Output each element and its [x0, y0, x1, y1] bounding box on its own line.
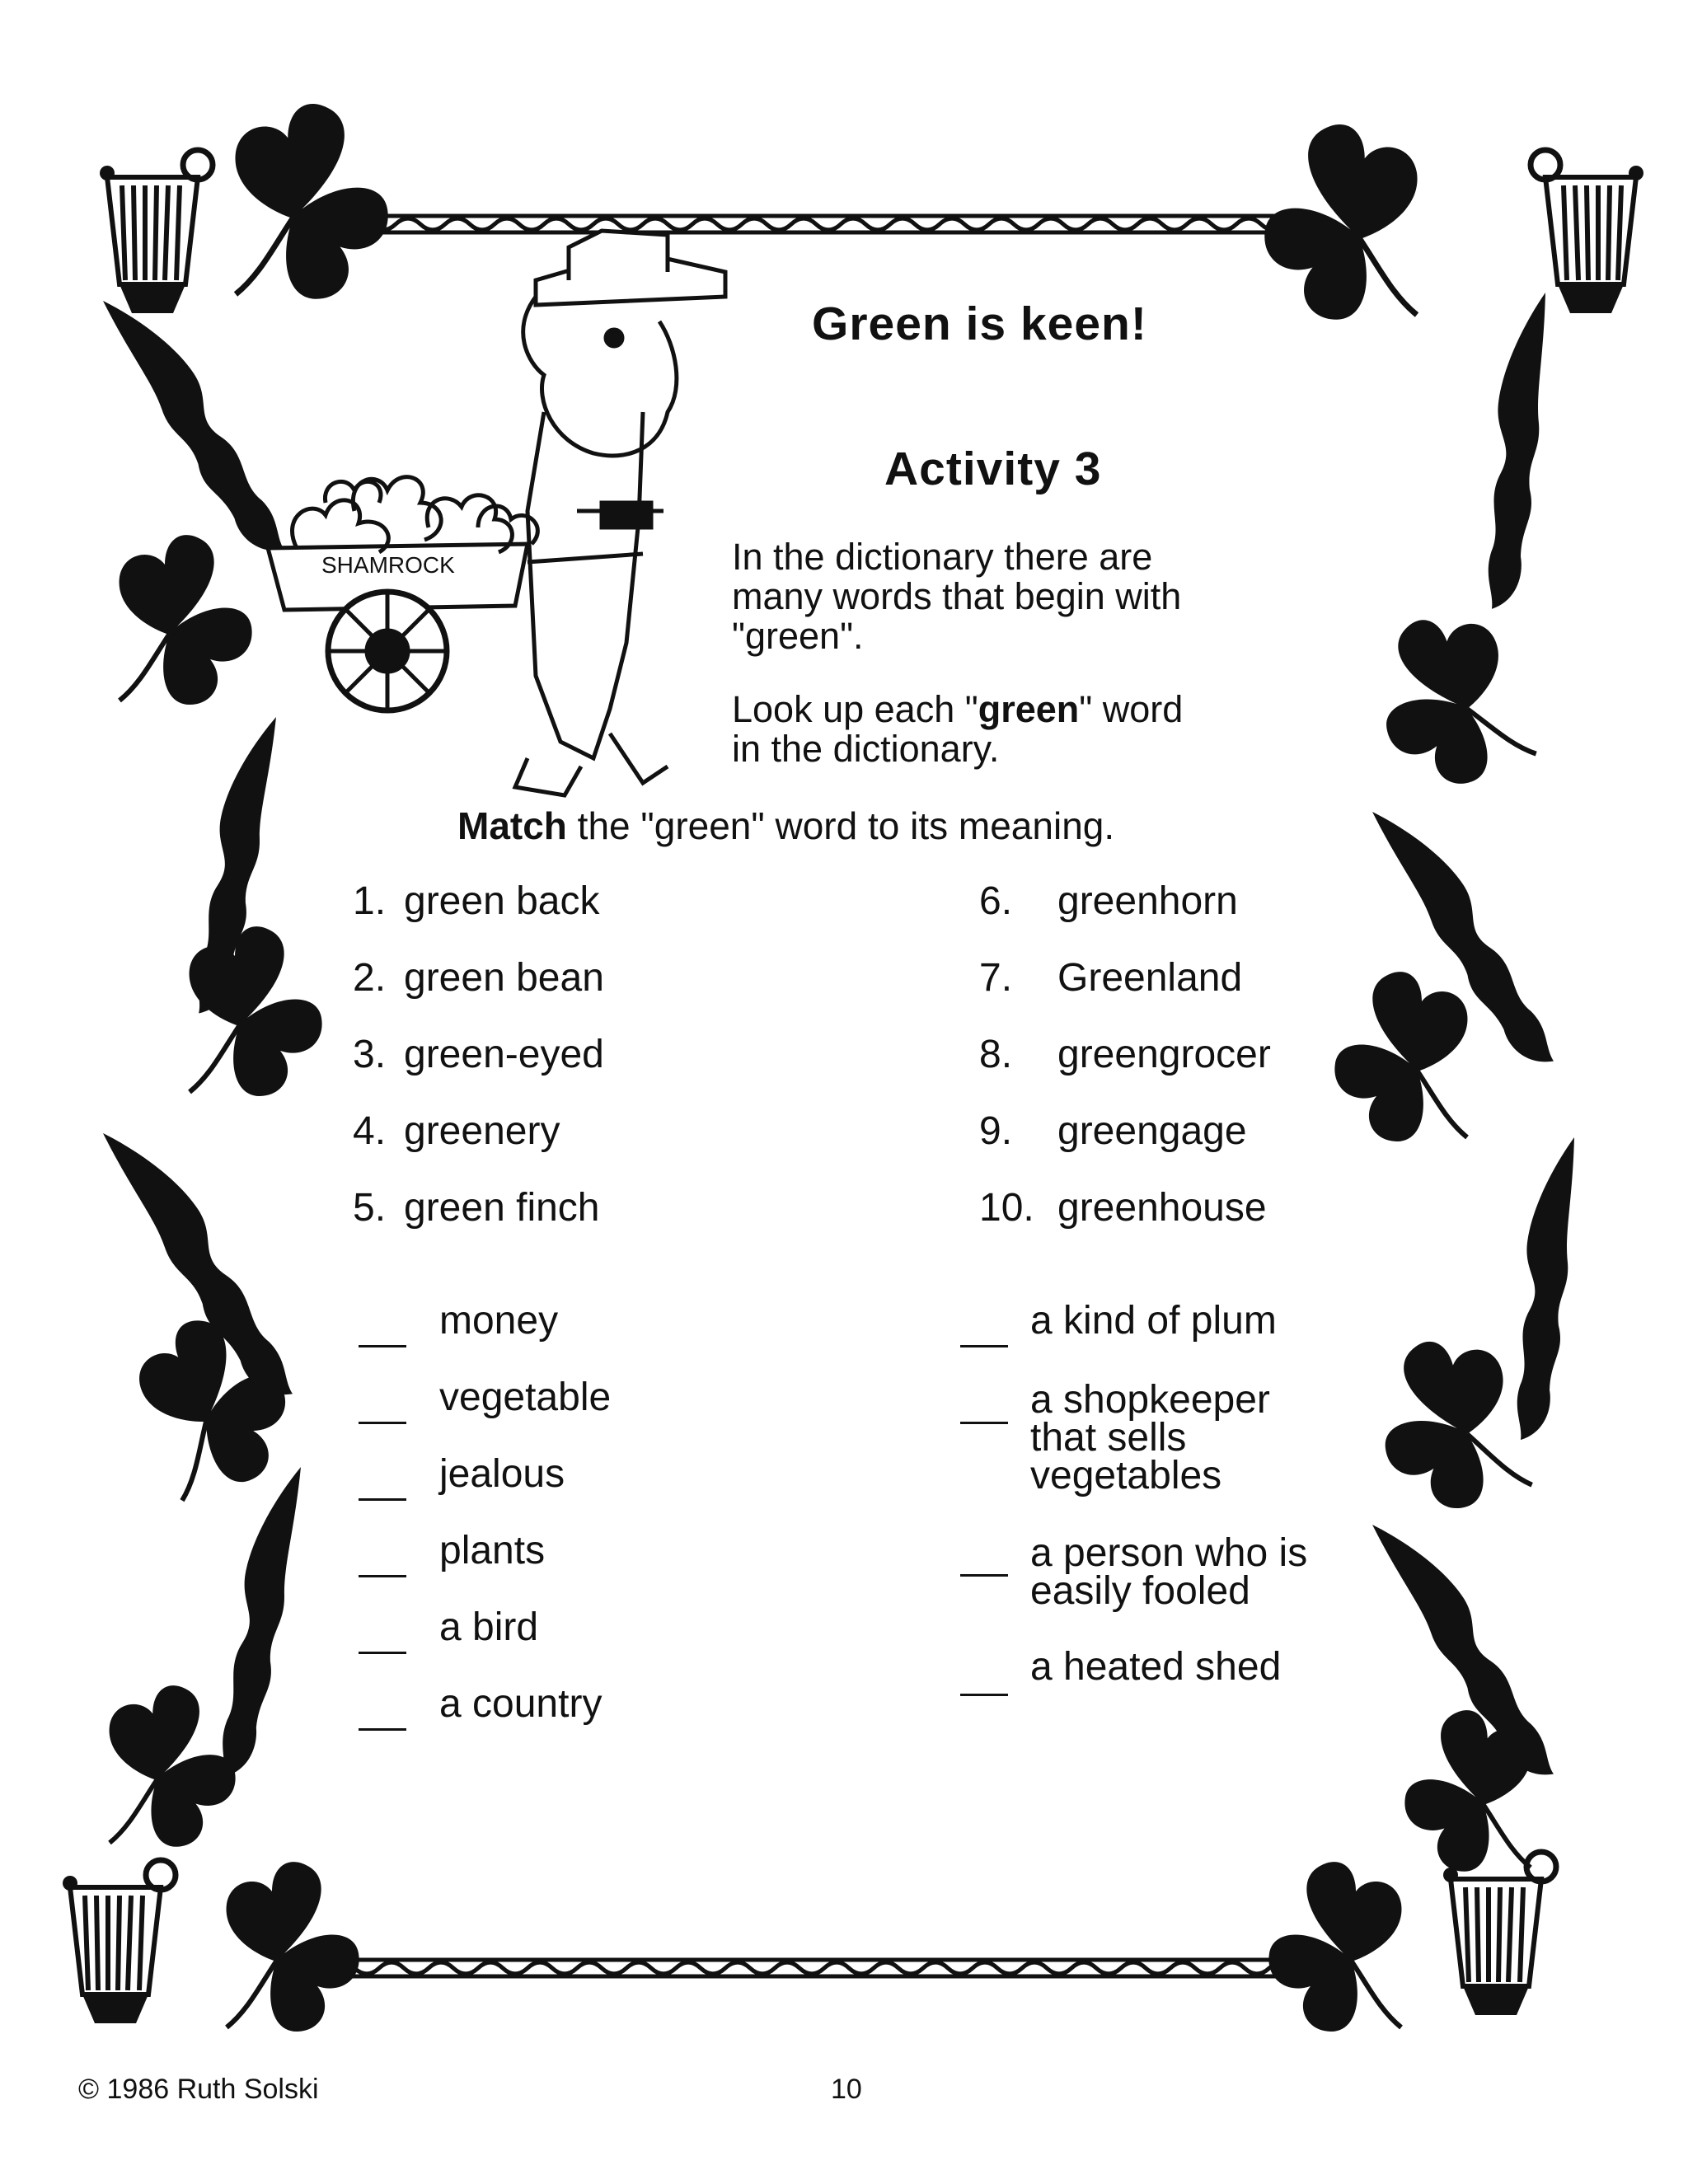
page-title: Green is keen! — [812, 298, 1147, 350]
answer-blank[interactable] — [960, 1345, 1008, 1347]
harp-icon — [63, 1860, 176, 2023]
harp-icon — [100, 150, 213, 313]
clover-icon — [1334, 972, 1467, 1141]
answer-blank[interactable] — [960, 1574, 1008, 1577]
harp-icon — [1443, 1852, 1556, 2015]
meaning-item: a kind of plum — [1030, 1299, 1277, 1343]
answer-blank[interactable] — [359, 1345, 406, 1347]
clover-icon — [1268, 1862, 1401, 2032]
lookup-paragraph: Look up each "green" word in the dictionary. — [732, 688, 1184, 770]
clover-icon — [120, 535, 252, 705]
leprechaun-illustration — [268, 231, 725, 795]
meaning-item: plants — [439, 1529, 546, 1572]
meaning-item: a shopkeeper that sells vegetables — [1030, 1378, 1270, 1497]
word-item: 2. green bean — [353, 956, 604, 1000]
answer-blank[interactable] — [359, 1652, 406, 1654]
answer-blank[interactable] — [359, 1422, 406, 1424]
answer-blank[interactable] — [359, 1498, 406, 1501]
meaning-item: a person who is easily fooled — [1030, 1531, 1308, 1613]
cart-label: SHAMROCK — [321, 552, 455, 578]
word-item: 10. greenhouse — [979, 1186, 1267, 1230]
activity-heading: Activity 3 — [884, 443, 1102, 495]
top-rope — [346, 216, 1286, 232]
intro-line: In the dictionary there are — [732, 536, 1153, 578]
clover-icon — [110, 1685, 236, 1847]
copyright: © 1986 Ruth Solski — [78, 2074, 319, 2105]
intro-line: "green". — [732, 615, 864, 657]
clover-icon — [1362, 1325, 1534, 1524]
word-item: 9. greengage — [979, 1109, 1247, 1153]
clover-icon — [227, 1862, 359, 2032]
bottom-rope — [330, 1960, 1294, 1976]
meaning-item: a country — [439, 1682, 603, 1726]
squiggle-icon — [103, 301, 284, 551]
harp-icon — [1531, 150, 1643, 313]
meaning-item: jealous — [439, 1452, 565, 1496]
answer-blank[interactable] — [359, 1575, 406, 1577]
clover-icon — [1355, 598, 1538, 804]
clover-icon — [235, 104, 387, 299]
clover-icon — [1264, 124, 1417, 320]
word-item: 4. greenery — [353, 1109, 560, 1153]
answer-blank[interactable] — [960, 1422, 1008, 1424]
answer-blank[interactable] — [960, 1694, 1008, 1696]
lookup-line: in the dictionary. — [732, 728, 1000, 770]
word-item: 6. greenhorn — [979, 879, 1238, 923]
intro-paragraph — [732, 537, 1181, 656]
page-number: 10 — [831, 2074, 862, 2105]
squiggle-icon — [1396, 293, 1642, 610]
word-item: 1. green back — [353, 879, 600, 923]
answer-blank[interactable] — [359, 1728, 406, 1731]
word-item: 5. green finch — [353, 1186, 600, 1230]
meaning-item: a bird — [439, 1605, 539, 1649]
instruction: Match the "green" word to its meaning. — [457, 804, 1115, 847]
word-item: 3. green-eyed — [353, 1033, 604, 1076]
meaning-item: vegetable — [439, 1376, 612, 1419]
meaning-item: money — [439, 1299, 559, 1343]
meaning-item: a heated shed — [1030, 1645, 1282, 1689]
intro-line: many words that begin with — [732, 575, 1182, 617]
word-item: 7. Greenland — [979, 956, 1243, 1000]
word-item: 8. greengrocer — [979, 1033, 1271, 1076]
